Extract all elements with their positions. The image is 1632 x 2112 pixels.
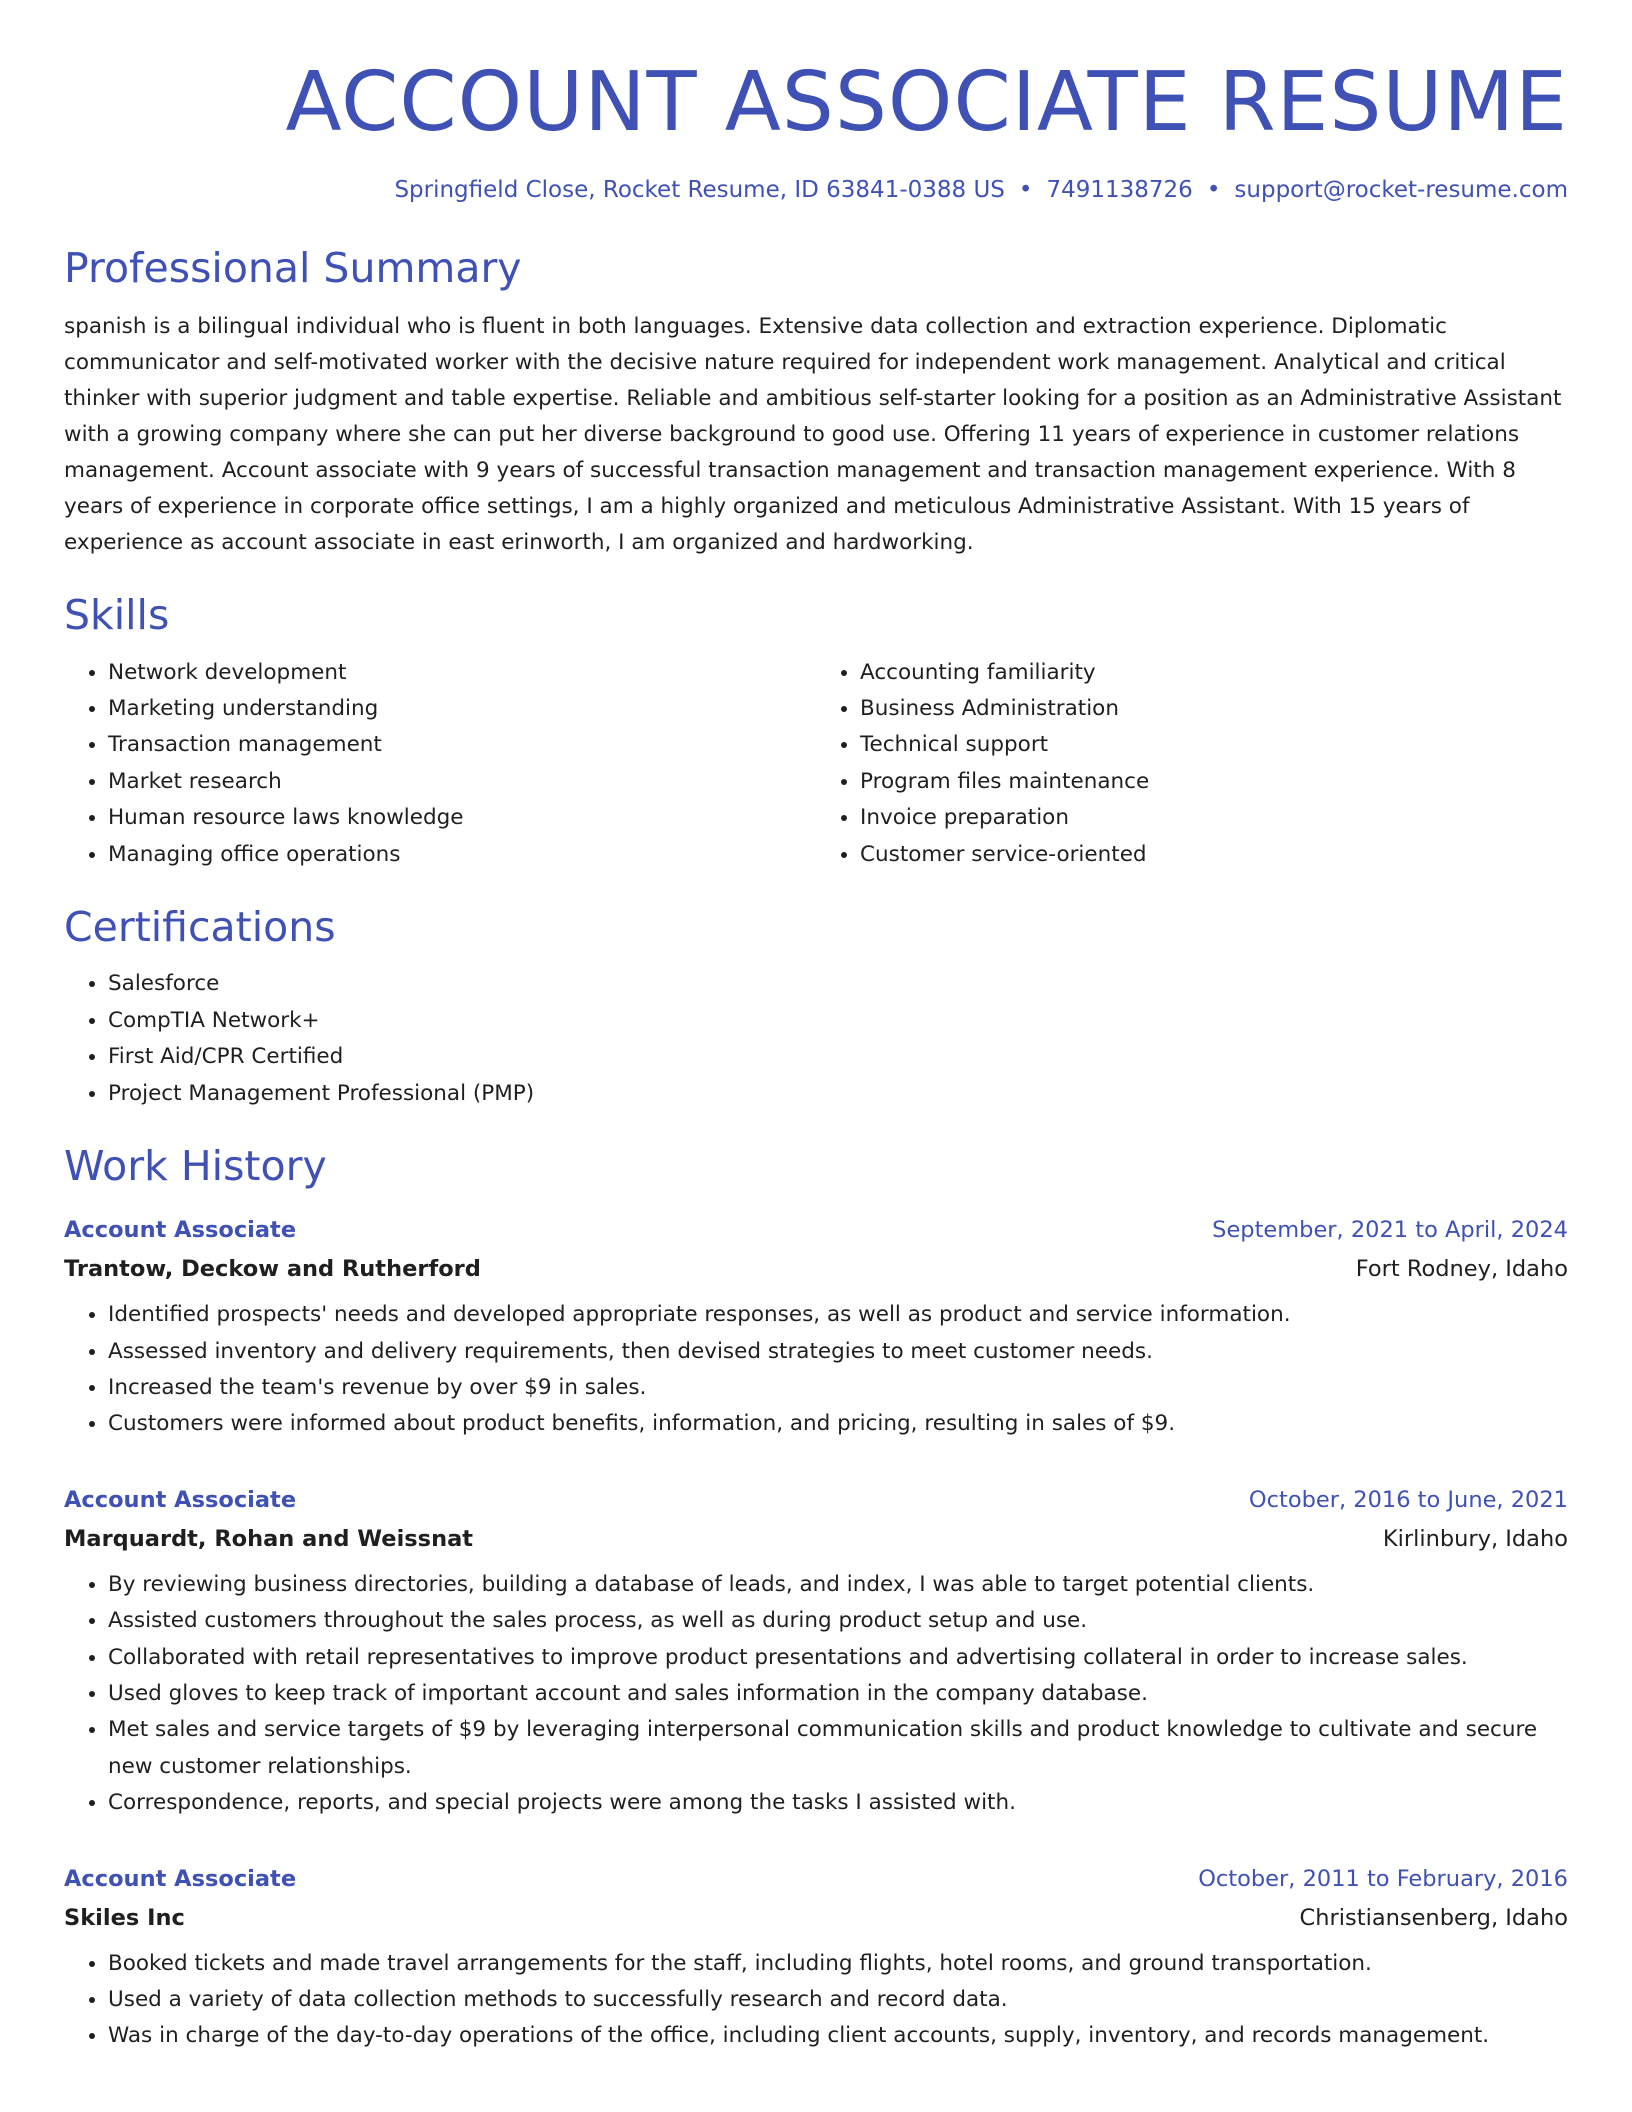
skills-grid bbox=[64, 641, 1568, 873]
job-company-row bbox=[64, 1898, 1568, 1938]
job-bullets bbox=[64, 1946, 1568, 2055]
job-bullet: • Booked tickets and made travel arrangements for the staff, including flights, hotel rooms, and ground transportation. bbox=[108, 1946, 1568, 1982]
job-title: Account Associate bbox=[64, 1865, 297, 1892]
certifications-list bbox=[64, 966, 1568, 1112]
job-bullet: • Identified prospects' needs and developed appropriate responses, as well as product and service information. bbox=[108, 1297, 1568, 1333]
skill-item: • Accounting familiarity bbox=[860, 655, 1568, 691]
job-dates: October, 2016 to June, 2021 bbox=[1248, 1486, 1568, 1513]
skills-heading: Skills bbox=[64, 591, 170, 640]
skill-item: • Program files maintenance bbox=[860, 764, 1568, 800]
job-company-row bbox=[64, 1519, 1568, 1559]
skill-item: • Customer service-oriented bbox=[860, 837, 1568, 873]
job-entry bbox=[64, 1481, 1568, 1822]
job-title: Account Associate bbox=[64, 1486, 297, 1513]
job-company: Marquardt, Rohan and Weissnat bbox=[64, 1525, 474, 1552]
work-history-list bbox=[64, 1211, 1568, 2055]
skills-list-left bbox=[64, 655, 816, 873]
certification-item: • CompTIA Network+ bbox=[108, 1003, 1568, 1039]
job-location: Christiansenberg, Idaho bbox=[1299, 1904, 1568, 1931]
job-bullet: • Customers were informed about product benefits, information, and pricing, resulting in sales of $9. bbox=[108, 1406, 1568, 1442]
skill-item: • Invoice preparation bbox=[860, 800, 1568, 836]
contact-phone: 7491138726 bbox=[1046, 177, 1193, 204]
job-bullet: • Assisted customers throughout the sales process, as well as during product setup and use. bbox=[108, 1603, 1568, 1639]
resume-page bbox=[64, 0, 1568, 2055]
skill-item: • Network development bbox=[108, 655, 816, 691]
contact-separator: • bbox=[1206, 177, 1221, 204]
work-history-heading: Work History bbox=[64, 1141, 327, 1190]
skill-item: • Technical support bbox=[860, 727, 1568, 763]
certification-item: • Salesforce bbox=[108, 966, 1568, 1002]
job-bullet: • Correspondence, reports, and special projects were among the tasks I assisted with. bbox=[108, 1785, 1568, 1821]
job-bullet: • Increased the team's revenue by over $9 in sales. bbox=[108, 1370, 1568, 1406]
job-bullet: • Met sales and service targets of $9 by leveraging interpersonal communication skills and product knowledge to cultivate and secure new customer relationships. bbox=[108, 1712, 1568, 1785]
job-bullet: • Used a variety of data collection methods to successfully research and record data. bbox=[108, 1982, 1568, 2018]
job-entry bbox=[64, 1860, 1568, 2055]
job-bullets bbox=[64, 1567, 1568, 1822]
skill-item: • Managing office operations bbox=[108, 837, 816, 873]
job-header-row bbox=[64, 1211, 1568, 1249]
skill-item: • Market research bbox=[108, 764, 816, 800]
certifications-heading: Certifications bbox=[64, 903, 336, 952]
job-location: Fort Rodney, Idaho bbox=[1355, 1256, 1568, 1283]
certification-item: • Project Management Professional (PMP) bbox=[108, 1076, 1568, 1112]
summary-text: spanish is a bilingual individual who is fluent in both languages. Extensive data collection and extraction experience. Diplomatic communicator and self-motivated worker with the decisive nature required for independent work management. Analytical and critical thinker with superior judgment and table expertise. Reliable and ambitious self-starter looking for a position as an Administrative Assistant with a growing company where she can put her diverse background to good use. Offering 11 years of experience in customer relations management. Account associate with 9 years of successful transaction management and transaction management experience. With 8 years of experience in corporate office settings, I am a highly organized and meticulous Administrative Assistant. With 15 years of experience as account associate in east erinworth, I am organized and hardworking. bbox=[64, 314, 1562, 556]
skill-item: • Business Administration bbox=[860, 691, 1568, 727]
job-company: Trantow, Deckow and Rutherford bbox=[64, 1256, 481, 1283]
skills-list-right bbox=[816, 655, 1568, 873]
job-entry bbox=[64, 1211, 1568, 1443]
skill-item: • Transaction management bbox=[108, 727, 816, 763]
summary-heading: Professional Summary bbox=[64, 244, 522, 293]
job-bullets bbox=[64, 1297, 1568, 1443]
contact-address: Springfield Close, Rocket Resume, ID 63841-0388 US bbox=[394, 177, 1005, 204]
job-location: Kirlinbury, Idaho bbox=[1382, 1525, 1568, 1552]
certification-item: • First Aid/CPR Certified bbox=[108, 1039, 1568, 1075]
job-bullet: • Collaborated with retail representatives to improve product presentations and advertising collateral in order to increase sales. bbox=[108, 1640, 1568, 1676]
job-dates: October, 2011 to February, 2016 bbox=[1198, 1865, 1568, 1892]
skill-item: • Human resource laws knowledge bbox=[108, 800, 816, 836]
contact-separator: • bbox=[1018, 177, 1033, 204]
job-header-row bbox=[64, 1481, 1568, 1519]
job-bullet: • Used gloves to keep track of important account and sales information in the company database. bbox=[108, 1676, 1568, 1712]
job-company: Skiles Inc bbox=[64, 1904, 185, 1931]
job-title: Account Associate bbox=[64, 1217, 297, 1244]
resume-header bbox=[64, 54, 1568, 206]
contact-line bbox=[64, 176, 1568, 206]
job-header-row bbox=[64, 1860, 1568, 1898]
job-bullet: • Assessed inventory and delivery requirements, then devised strategies to meet customer needs. bbox=[108, 1334, 1568, 1370]
job-dates: September, 2021 to April, 2024 bbox=[1212, 1217, 1568, 1244]
skill-item: • Marketing understanding bbox=[108, 691, 816, 727]
contact-email: support@rocket-resume.com bbox=[1234, 177, 1568, 204]
resume-name: ACCOUNT ASSOCIATE RESUME bbox=[285, 55, 1568, 150]
job-company-row bbox=[64, 1249, 1568, 1289]
job-bullet: • By reviewing business directories, building a database of leads, and index, I was able to target potential clients. bbox=[108, 1567, 1568, 1603]
job-bullet: • Was in charge of the day-to-day operations of the office, including client accounts, supply, inventory, and records management. bbox=[108, 2018, 1568, 2054]
